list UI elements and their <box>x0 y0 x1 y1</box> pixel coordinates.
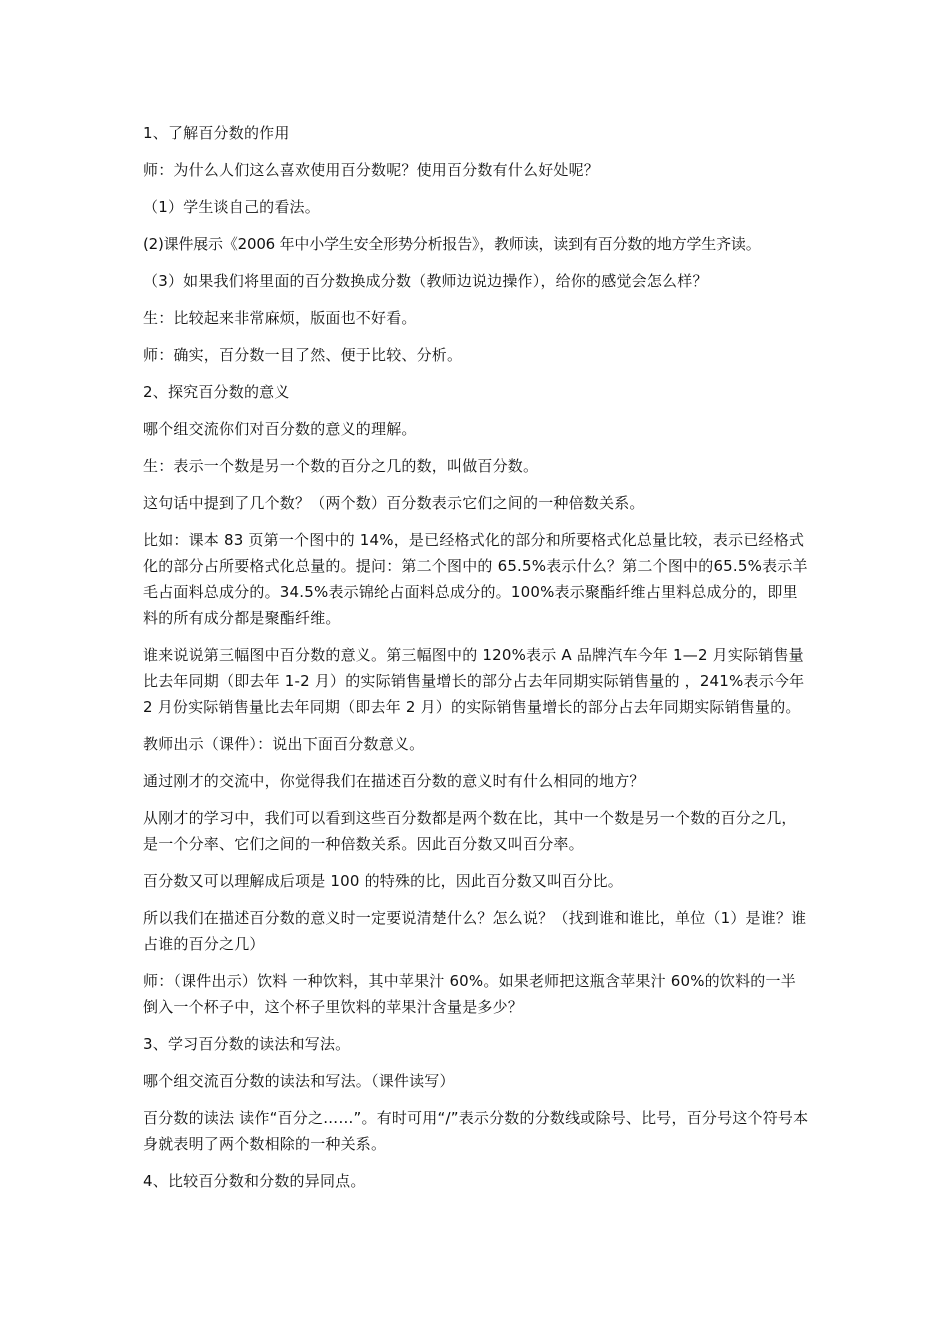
paragraph: 这句话中提到了几个数？（两个数）百分数表示它们之间的一种倍数关系。 <box>143 494 645 512</box>
paragraph: 所以我们在描述百分数的意义时一定要说清楚什么？怎么说？（找到谁和谁比，单位（1）是谁？谁占谁的百分之几） <box>143 909 807 953</box>
paragraph: 生：比较起来非常麻烦，版面也不好看。 <box>143 309 417 327</box>
paragraph: 百分数又可以理解成后项是 100 的特殊的比，因此百分数又叫百分比。 <box>143 872 623 890</box>
paragraph: 师：确实，百分数一目了然、便于比较、分析。 <box>143 346 463 364</box>
paragraph: 比如：课本 83 页第一个图中的 14%，是已经格式化的部分和所要格式化总量比较，表示已经格式化的部分占所要格式化总量的。提问：第二个图中的 65.5%表示什么？第二个图中的65.5%表示羊毛占面料总成分的。34.5%表示锦纶占面料总成分的。100%表示聚酯纤维占里料总成分的，即里料的所有成分都是聚酯纤维。 <box>143 531 808 627</box>
paragraph: 生：表示一个数是另一个数的百分之几的数，叫做百分数。 <box>143 457 539 475</box>
paragraph: 哪个组交流你们对百分数的意义的理解。 <box>143 420 417 438</box>
paragraph: 教师出示（课件）：说出下面百分数意义。 <box>143 735 425 753</box>
heading-1: 1、了解百分数的作用 <box>143 124 290 142</box>
paragraph: （1）学生谈自己的看法。 <box>143 198 320 216</box>
heading-4: 4、比较百分数和分数的异同点。 <box>143 1172 366 1190</box>
paragraph: 通过刚才的交流中，你觉得我们在描述百分数的意义时有什么相同的地方？ <box>143 772 645 790</box>
paragraph: （3）如果我们将里面的百分数换成分数（教师边说边操作），给你的感觉会怎么样？ <box>143 272 708 290</box>
paragraph: 哪个组交流百分数的读法和写法。（课件读写） <box>143 1072 455 1090</box>
paragraph: 师：（课件出示）饮料 一种饮料，其中苹果汁 60%。如果老师把这瓶含苹果汁 60%的饮料的一半倒入一个杯子中，这个杯子里饮料的苹果汁含量是多少？ <box>143 972 796 1016</box>
paragraph: 百分数的读法 读作“百分之……”。有时可用“/”表示分数的分数线或除号、比号，百分号这个符号本身就表明了两个数相除的一种关系。 <box>143 1109 809 1153</box>
document-body <box>143 120 809 1205</box>
paragraph: 师：为什么人们这么喜欢使用百分数呢？使用百分数有什么好处呢？ <box>143 161 600 179</box>
paragraph: 谁来说说第三幅图中百分数的意义。第三幅图中的 120%表示 A 品牌汽车今年 1—2 月实际销售量比去年同期（即去年 1-2 月）的实际销售量增长的部分占去年同期实际销售量的 ，241%表示今年 2 月份实际销售量比去年同期（即去年 2 月）的实际销售量增长的部分占去年同期实际销售量的。 <box>143 646 805 716</box>
paragraph: (2)课件展示《2006 年中小学生安全形势分析报告》，教师读，读到有百分数的地方学生齐读。 <box>143 235 761 253</box>
paragraph: 从刚才的学习中，我们可以看到这些百分数都是两个数在比，其中一个数是另一个数的百分之几，是一个分率、它们之间的一种倍数关系。因此百分数又叫百分率。 <box>143 809 797 853</box>
heading-3: 3、学习百分数的读法和写法。 <box>143 1035 351 1053</box>
heading-2: 2、探究百分数的意义 <box>143 383 290 401</box>
